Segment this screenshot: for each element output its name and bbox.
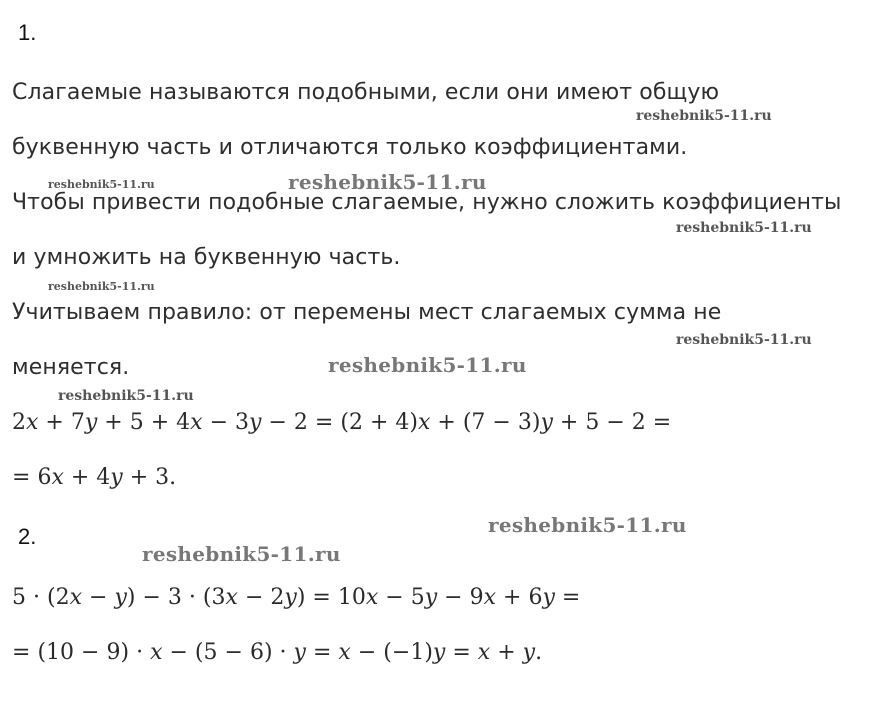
watermark: reshebnik5-11.ru: [676, 220, 812, 236]
task-1-text-line-2: буквенную часть и отличаются только коэффициентами.: [12, 135, 688, 160]
watermark: reshebnik5-11.ru: [48, 280, 155, 293]
task-1-text-line-5: Учитываем правило: от перемены мест слагаемых сумма не: [12, 300, 722, 325]
task-1-equation-line-2: = 6x + 4y + 3.: [12, 465, 177, 490]
task-2-equation-line-1: 5 · (2x − y) − 3 · (3x − 2y) = 10x − 5y − 9x + 6y =: [12, 585, 581, 610]
watermark: reshebnik5-11.ru: [636, 108, 772, 124]
watermark: reshebnik5-11.ru: [288, 170, 487, 194]
watermark: reshebnik5-11.ru: [328, 353, 527, 377]
task-1-equation-line-1: 2x + 7y + 5 + 4x − 3y − 2 = (2 + 4)x + (7 − 3)y + 5 − 2 =: [12, 410, 672, 435]
task-2-number: 2.: [18, 524, 37, 549]
task-1-number: 1.: [18, 20, 37, 45]
watermark: reshebnik5-11.ru: [48, 178, 155, 191]
watermark: reshebnik5-11.ru: [676, 332, 812, 348]
watermark: reshebnik5-11.ru: [58, 388, 194, 404]
task-2-equation-line-2: = (10 − 9) · x − (5 − 6) · y = x − (−1)y = x + y.: [12, 640, 543, 665]
watermark: reshebnik5-11.ru: [488, 513, 687, 537]
watermark: reshebnik5-11.ru: [142, 542, 341, 566]
task-1-text-line-4: и умножить на буквенную часть.: [12, 245, 401, 270]
task-1-text-line-6: меняется.: [12, 355, 130, 380]
task-1-text-line-3: Чтобы привести подобные слагаемые, нужно сложить коэффициенты: [12, 190, 842, 215]
task-1-text-line-1: Слагаемые называются подобными, если они имеют общую: [12, 80, 720, 105]
